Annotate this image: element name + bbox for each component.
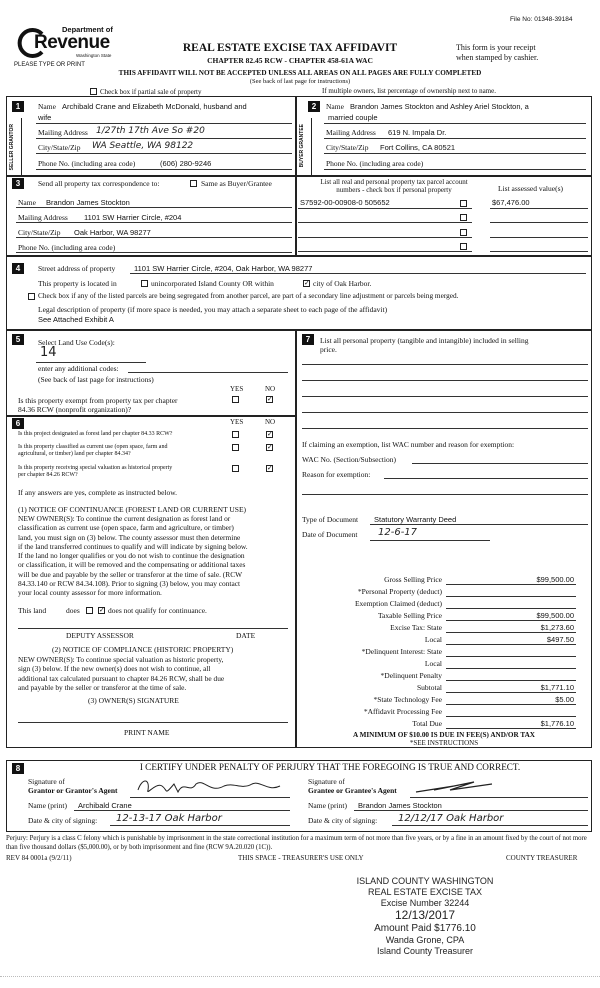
- treasurer-use-label: THIS SPACE - TREASURER'S USE ONLY: [238, 854, 364, 862]
- tax-row-value[interactable]: $99,500.00: [536, 575, 574, 584]
- grantor-signature-label: Signature of Grantor or Grantor's Agent: [28, 777, 118, 795]
- document-date-label: Date of Document: [302, 530, 358, 539]
- located-in-post: city of Oak Harbor.: [313, 279, 372, 288]
- parcel-header: List all real and personal property tax parcel account numbers - check box if personal property: [320, 178, 468, 195]
- form-chapter: CHAPTER 82.45 RCW - CHAPTER 458-61A WAC: [207, 56, 373, 65]
- correspondence-label: Send all property tax correspondence to:: [38, 179, 160, 188]
- forest-land-question: Is this project designated as forest land per chapter 84.33 RCW?: [18, 431, 173, 437]
- tax-row-label: *Delinquent Interest: State: [361, 647, 442, 656]
- tax-row-label: *Personal Property (deduct): [357, 587, 442, 596]
- scan-edge-line: [0, 976, 600, 977]
- tax-row-value[interactable]: $99,500.00: [536, 611, 574, 620]
- tax-row-label: Local: [424, 659, 442, 668]
- exemption-label: If claiming an exemption, list WAC number and reason for exemption:: [302, 440, 515, 449]
- buyer-mailing-label: Mailing Address: [326, 128, 376, 137]
- seller-phone-value[interactable]: (606) 280-9246: [160, 159, 212, 168]
- seller-mailing-value[interactable]: 1/27th 17th Ave So #20: [96, 126, 205, 136]
- wac-label: WAC No. (Section/Subsection): [302, 455, 396, 464]
- correspondence-phone-label: Phone No. (including area code): [18, 243, 116, 252]
- tax-row-label: Subtotal: [416, 683, 442, 692]
- county-treasurer-label: COUNTY TREASURER: [506, 854, 578, 862]
- notice-compliance-title: (2) NOTICE OF COMPLIANCE (HISTORIC PROPERTY): [52, 645, 234, 654]
- seller-name-value[interactable]: Archibald Crane and Elizabeth McDonald, husband and: [62, 102, 247, 111]
- buyer-name-value-2[interactable]: married couple: [328, 113, 378, 122]
- receipt-note-2: when stamped by cashier.: [456, 53, 539, 62]
- grantee-signature[interactable]: [414, 778, 494, 796]
- deputy-date-label: DATE: [236, 631, 256, 640]
- section5-yes-header: YES: [230, 385, 244, 393]
- buyer-name-value[interactable]: Brandon James Stockton and Ashley Ariel Stockton, a: [350, 102, 529, 111]
- if-yes-note: If any answers are yes, complete as instructed below.: [18, 488, 178, 497]
- does-not-checkbox[interactable]: ✓: [99, 606, 105, 614]
- parcel-personal-checkbox-4[interactable]: [460, 243, 467, 250]
- logo-state-text: Washington State: [76, 53, 112, 58]
- logo-department-text: Department of: [62, 25, 113, 34]
- tax-row-label: Total Due: [412, 719, 442, 728]
- tax-row-label: Excise Tax: State: [390, 623, 442, 632]
- dor-logo: [14, 22, 124, 62]
- current-use-question: Is this property classified as current use (open space, farm and agricultural, or timber) land per chapter 84.34?: [18, 444, 168, 458]
- buyer-phone-label: Phone No. (including area code): [326, 159, 424, 168]
- tax-row-label: *Delinquent Penalty: [380, 671, 442, 680]
- file-number: File No: 01348-39184: [510, 16, 573, 23]
- receipt-note-1: This form is your receipt: [456, 43, 536, 52]
- stamp-title: Island County Treasurer: [376, 945, 474, 956]
- located-in-mid: unincorporated Island County OR within: [151, 279, 274, 288]
- section-1-number: 1: [12, 101, 24, 112]
- section-4-number: 4: [12, 263, 24, 274]
- see-back-note: (See back of last page for instructions): [249, 78, 351, 85]
- tax-row-value[interactable]: $1,771.10: [540, 683, 574, 692]
- section-8-number: 8: [12, 763, 24, 774]
- parcel-personal-checkbox-2[interactable]: [460, 214, 467, 221]
- tax-row-label: *State Technology Fee: [373, 695, 442, 704]
- grantee-date-value[interactable]: 12/12/17 Oak Harbor: [398, 813, 504, 824]
- land-use-value[interactable]: 14: [40, 345, 57, 360]
- historic-question: Is this property receiving special valuation as historical property per chapter 84.26 RCW?: [18, 465, 173, 479]
- this-land-label: This land: [18, 606, 47, 615]
- reason-label: Reason for exemption:: [302, 470, 371, 479]
- forest-no-checkbox[interactable]: ✓: [267, 430, 273, 438]
- seller-phone-label: Phone No. (including area code): [38, 159, 136, 168]
- treasurer-stamp: [330, 876, 520, 956]
- stamp-date: 12/13/2017: [394, 908, 456, 923]
- section-6-number: 6: [12, 418, 24, 429]
- stamp-official: Wanda Grone, CPA: [385, 934, 465, 945]
- parcel-personal-checkbox-1[interactable]: [460, 200, 467, 207]
- document-date-value[interactable]: 12-6-17: [378, 527, 418, 538]
- grantee-date-label: Date & city of signing:: [308, 816, 378, 825]
- seller-mailing-label: Mailing Address: [38, 128, 88, 137]
- seller-name-label: Name: [38, 102, 56, 111]
- minimum-due-note: A MINIMUM OF $10.00 IS DUE IN FEE(S) AND/OR TAX: [353, 731, 535, 739]
- stamp-excise-number: Excise Number 32244: [380, 897, 470, 908]
- grantor-date-label: Date & city of signing:: [28, 816, 98, 825]
- tax-row-label: *Affidavit Processing Fee: [363, 707, 442, 716]
- grantor-name-label: Name (print): [28, 801, 67, 810]
- current-use-no-checkbox[interactable]: ✓: [267, 443, 273, 451]
- exempt-no-checkbox[interactable]: ✓: [267, 395, 273, 403]
- buyer-mailing-value[interactable]: 619 N. Impala Dr.: [388, 128, 447, 137]
- form-warning: THIS AFFIDAVIT WILL NOT BE ACCEPTED UNLESS ALL AREAS ON ALL PAGES ARE FULLY COMPLETED: [118, 69, 482, 77]
- correspondence-city-value[interactable]: Oak Harbor, WA 98277: [74, 228, 151, 237]
- stamp-tax-type: REAL ESTATE EXCISE TAX: [367, 886, 483, 897]
- section-5-number: 5: [12, 334, 24, 345]
- parcel-value-1[interactable]: $67,476.00: [492, 198, 530, 207]
- document-type-label: Type of Document: [302, 515, 359, 524]
- personal-property-label: List all personal property (tangible and intangible) included in selling price.: [320, 336, 529, 354]
- current-use-yes-checkbox[interactable]: [232, 444, 239, 451]
- stamp-county: ISLAND COUNTY WASHINGTON: [356, 876, 494, 886]
- tax-row-label: Local: [424, 635, 442, 644]
- does-label: does: [66, 606, 80, 615]
- perjury-notice: Perjury: Perjury is a class C felony which is punishable by imprisonment in the state correctional institution for a maximum term of not more than five years, or by a fine in an amount fixed by the court of not more than five thousand dollars ($5,000.00), or by both imprisonment and fine (RCW 9A.20.020 (1C)).: [6, 835, 587, 851]
- correspondence-mailing-value[interactable]: 1101 SW Harrier Circle, #204: [84, 213, 182, 222]
- document-type-value[interactable]: Statutory Warranty Deed: [374, 515, 457, 524]
- located-in-pre: This property is located in: [38, 279, 117, 288]
- unincorporated-checkbox[interactable]: [141, 280, 148, 287]
- owner-signature-label: (3) OWNER(S) SIGNATURE: [88, 696, 179, 705]
- tax-row-label: Gross Selling Price: [384, 575, 442, 584]
- assessed-value-header: List assessed value(s): [498, 184, 563, 193]
- grantor-signature[interactable]: [134, 776, 284, 798]
- tax-row-value[interactable]: $1,273.60: [540, 623, 574, 632]
- notice-continuance-title: (1) NOTICE OF CONTINUANCE (FOREST LAND OR CURRENT USE): [18, 505, 247, 514]
- logo-revenue-text: Revenue: [34, 32, 110, 53]
- section-2-number: 2: [308, 101, 320, 112]
- grantor-date-value[interactable]: 12-13-17 Oak Harbor: [116, 813, 222, 824]
- seller-city-label: City/State/Zip: [38, 143, 81, 152]
- legal-description-value[interactable]: See Attached Exhibit A: [38, 315, 114, 324]
- grantor-name-value[interactable]: Archibald Crane: [78, 801, 132, 810]
- grantee-name-value[interactable]: Brandon James Stockton: [358, 801, 442, 810]
- print-name-label: PRINT NAME: [124, 728, 170, 737]
- parcel-personal-checkbox-3[interactable]: [460, 229, 467, 236]
- grantee-signature-label: Signature of Grantee or Grantee's Agent: [308, 777, 397, 795]
- tax-row-value[interactable]: $1,776.10: [540, 719, 574, 728]
- certify-statement: I CERTIFY UNDER PENALTY OF PERJURY THAT THE FOREGOING IS TRUE AND CORRECT.: [139, 762, 521, 772]
- tax-row-value[interactable]: $497.50: [546, 635, 574, 644]
- seller-grantor-tab: SELLER GRANTOR: [6, 118, 22, 176]
- tax-row-label: Taxable Selling Price: [377, 611, 442, 620]
- street-address-value[interactable]: 1101 SW Harrier Circle, #204, Oak Harbor, WA 98277: [134, 264, 313, 273]
- seller-city-value[interactable]: WA Seattle, WA 98122: [92, 141, 194, 151]
- land-use-see-back: (See back of last page for instructions): [38, 375, 154, 384]
- additional-codes-label: enter any additional codes:: [38, 364, 119, 373]
- exempt-yes-checkbox[interactable]: [232, 396, 239, 403]
- correspondence-city-label: City/State/Zip: [18, 228, 61, 237]
- section-3-number: 3: [12, 178, 24, 189]
- deputy-assessor-label: DEPUTY ASSESSOR: [66, 631, 134, 640]
- segregated-label: Check box if any of the listed parcels are being segregated from another parcel, are part of a secondary line adjustment or parcels being merged.: [38, 291, 459, 300]
- buyer-grantee-tab: BUYER GRANTEE: [296, 118, 312, 176]
- segregated-checkbox[interactable]: [28, 293, 35, 300]
- parcel-number-1[interactable]: S7592-00-00908-0 505652: [300, 198, 390, 207]
- stamp-amount: Amount Paid $1776.10: [374, 922, 476, 934]
- correspondence-name-value[interactable]: Brandon James Stockton: [46, 198, 130, 207]
- historic-yes-checkbox[interactable]: [232, 465, 239, 472]
- partial-sale-checkbox[interactable]: [90, 88, 97, 95]
- within-city-checkbox[interactable]: ✓: [304, 279, 310, 287]
- please-type: PLEASE TYPE OR PRINT: [14, 62, 85, 68]
- see-instructions-note: *SEE INSTRUCTIONS: [409, 739, 479, 747]
- tax-row-label: Exemption Claimed (deduct): [354, 599, 442, 608]
- seller-name-value-2[interactable]: wife: [38, 113, 52, 122]
- form-title: REAL ESTATE EXCISE TAX AFFIDAVIT: [182, 42, 398, 54]
- partial-sale-label: Check box if partial sale of property: [100, 88, 202, 96]
- exempt-question: Is this property exempt from property tax per chapter 84.36 RCW (nonprofit organization)?: [18, 396, 178, 414]
- section5-no-header: NO: [265, 385, 276, 393]
- notice-continuance-body: NEW OWNER(S): To continue the current designation as forest land or classification as current use (open space, farm and agriculture, or timber) land, you must sign on (3) below. The county assessor must then determine if the land transferred continues to qualify and will indicate by signing below. If the land no longer qualifies or you do not wish to continue the designation or classification, it will be removed and the compensating or additional taxes will be due and payable by the seller or transferor at the time of sale. (RCW 84.33.140 or RCW 84.34.108). Prior to signing (3) below, you may contact your local county assessor for more information.: [18, 514, 248, 598]
- multiple-owners-note: If multiple owners, list percentage of ownership next to name.: [322, 87, 496, 95]
- forest-yes-checkbox[interactable]: [232, 431, 239, 438]
- street-address-label: Street address of property: [38, 264, 116, 273]
- buyer-city-value[interactable]: Fort Collins, CA 80521: [380, 143, 456, 152]
- historic-no-checkbox[interactable]: ✓: [267, 464, 273, 472]
- does-checkbox[interactable]: [86, 607, 93, 614]
- does-not-label: does not qualify for continuance.: [108, 606, 207, 615]
- correspondence-name-label: Name: [18, 198, 36, 207]
- land-use-label: Select Land Use Code(s):: [38, 338, 115, 347]
- legal-description-label: Legal description of property (if more space is needed, you may attach a separate sheet to each page of the affidavit): [38, 305, 388, 314]
- section6-no-header: NO: [265, 418, 276, 426]
- form-revision: REV 84 0001a (9/2/11): [6, 854, 72, 862]
- correspondence-mailing-label: Mailing Address: [18, 213, 68, 222]
- same-as-buyer-label: Same as Buyer/Grantee: [201, 179, 272, 188]
- grantee-name-label: Name (print): [308, 801, 347, 810]
- tax-row-value[interactable]: $5.00: [555, 695, 574, 704]
- section6-yes-header: YES: [230, 418, 244, 426]
- notice-compliance-body: NEW OWNER(S): To continue special valuation as historic property, sign (3) below. If the new owner(s) does not wish to continue, all additional tax calculated pursuant to chapter 84.26 RCW, shall be due and payable by the seller or transferor at the time of sale.: [18, 655, 225, 692]
- buyer-city-label: City/State/Zip: [326, 143, 369, 152]
- section-7-number: 7: [302, 334, 314, 345]
- same-as-buyer-checkbox[interactable]: [190, 180, 197, 187]
- buyer-name-label: Name: [326, 102, 344, 111]
